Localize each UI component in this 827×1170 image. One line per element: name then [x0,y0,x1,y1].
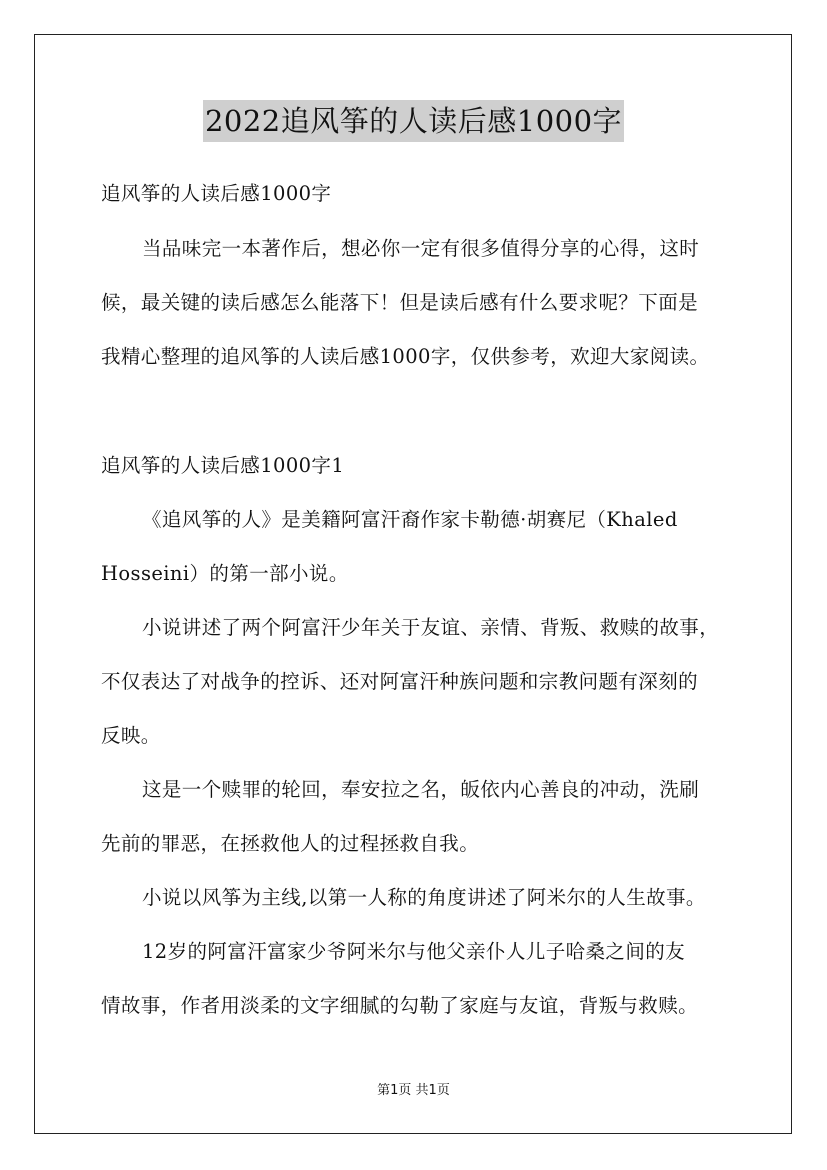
paragraph-line: Hosseini）的第一部小说。 [101,562,349,585]
paragraph-line: 这是一个赎罪的轮回，奉安拉之名，皈依内心善良的冲动，洗刷 [142,778,700,801]
section-heading: 追风筝的人读后感1000字1 [101,454,345,477]
paragraph-line: 候，最关键的读后感怎么能落下！但是读后感有什么要求呢？下面是 [101,291,699,314]
section-heading: 追风筝的人读后感1000字 [101,182,332,205]
paragraph-line: 小说以风筝为主线,以第一人称的角度讲述了阿米尔的人生故事。 [142,886,706,909]
paragraph-line: 反映。 [101,724,161,747]
paragraph-line: 情故事，作者用淡柔的文字细腻的勾勒了家庭与友谊，背叛与救赎。 [101,994,699,1017]
title-container [0,100,827,142]
paragraph-line: 小说讲述了两个阿富汗少年关于友谊、亲情、背叛、救赎的故事， [142,616,720,639]
paragraph-line: 先前的罪恶，在拯救他人的过程拯救自我。 [101,832,480,855]
paragraph-line: 我精心整理的追风筝的人读后感1000字，仅供参考，欢迎大家阅读。 [101,345,710,368]
page-footer: 第1页 共1页 [377,1083,450,1098]
paragraph-line: 12岁的阿富汗富家少爷阿米尔与他父亲仆人儿子哈桑之间的友 [142,940,686,963]
paragraph-line: 不仅表达了对战争的控诉、还对阿富汗种族问题和宗教问题有深刻的 [101,670,699,693]
document-title: 2022追风筝的人读后感1000字 [203,100,624,142]
paragraph-line: 当品味完一本著作后，想必你一定有很多值得分享的心得，这时 [142,237,700,260]
paragraph-line: 《追风筝的人》是美籍阿富汗裔作家卡勒德·胡赛尼（Khaled [142,508,678,531]
